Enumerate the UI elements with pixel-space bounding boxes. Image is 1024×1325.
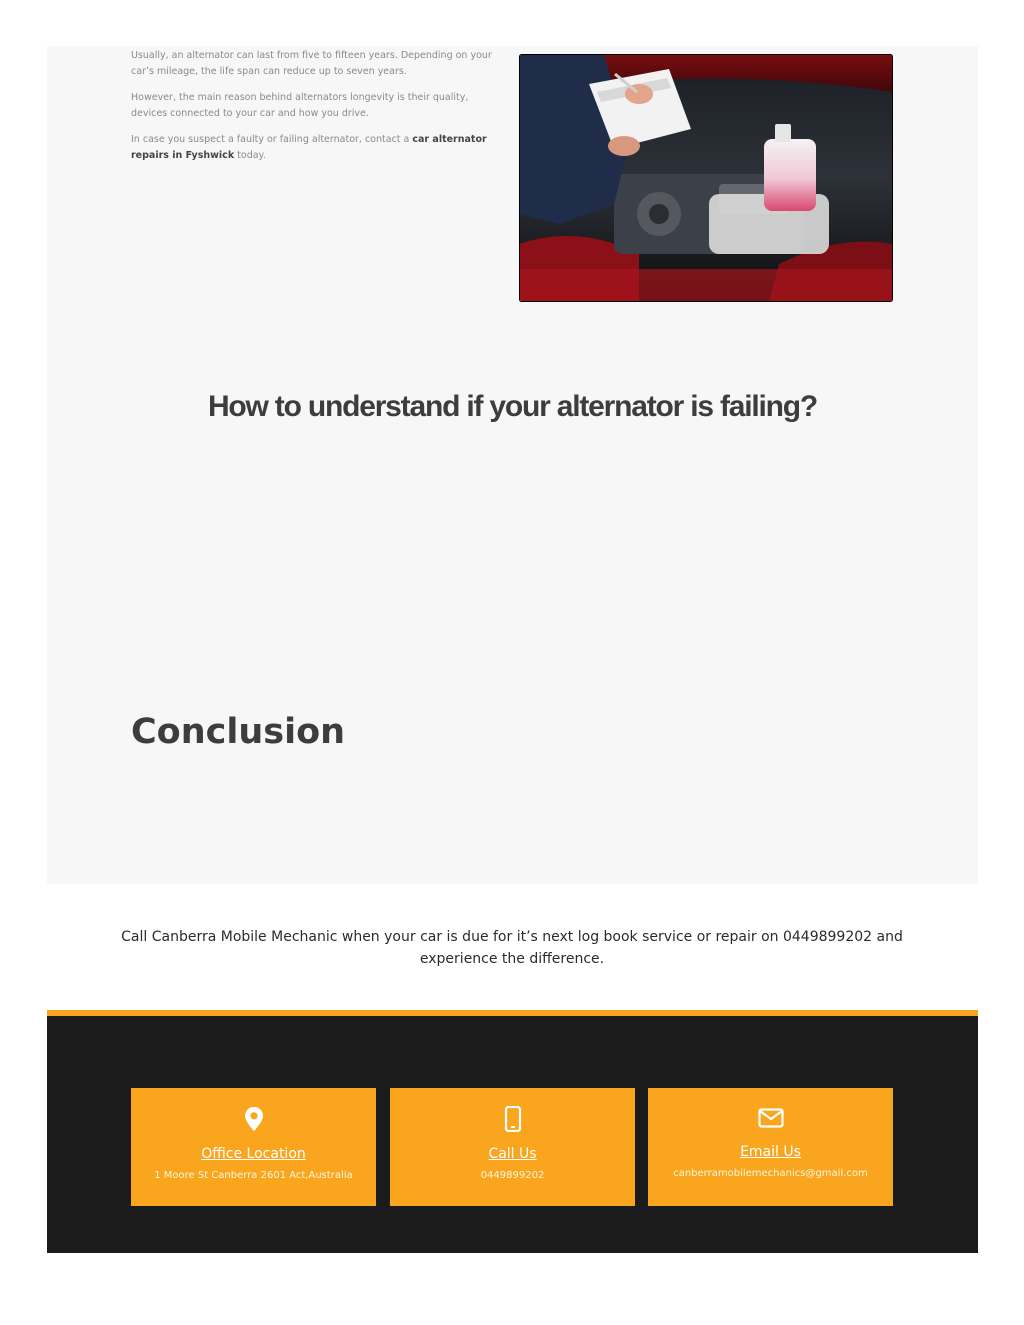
contact-text-before: In case you suspect a faulty or failing alternator, contact a <box>131 134 413 145</box>
email-us-link[interactable]: Email Us <box>740 1144 801 1160</box>
contact-text-after: today. <box>234 150 266 161</box>
phone-number: 0449899202 <box>480 1170 545 1181</box>
office-location-card <box>131 1088 376 1206</box>
call-us-card <box>390 1088 635 1206</box>
call-to-action-text: Call Canberra Mobile Mechanic when your car is due for it’s next log book service or repair on 0449899202 and experience the difference. <box>121 929 903 967</box>
office-address: 1 Moore St Canberra 2601 Act,Australia <box>154 1170 353 1181</box>
call-us-link[interactable]: Call Us <box>488 1146 537 1162</box>
email-us-card <box>648 1088 893 1206</box>
envelope-icon <box>648 1108 893 1128</box>
alternator-repairs-link[interactable]: car alternator repairs in Fyshwick <box>131 134 487 161</box>
intro-text <box>131 48 506 174</box>
conclusion-heading: Conclusion <box>131 712 346 752</box>
phone-icon <box>390 1106 635 1132</box>
failing-alternator-heading: How to understand if your alternator is failing? <box>207 390 818 423</box>
intro-paragraph-contact <box>131 132 506 164</box>
intro-paragraph-lifespan: Usually, an alternator can last from five to fifteen years. Depending on your car’s mileage, the life span can reduce up to seven years. <box>131 50 492 77</box>
location-pin-icon <box>131 1106 376 1132</box>
hero-photo-mechanic-engine <box>519 54 893 302</box>
email-address: canberramobilemechanics@gmail.com <box>673 1168 868 1179</box>
intro-paragraph-longevity: However, the main reason behind alternators longevity is their quality, devices connected to your car and how you drive. <box>131 92 469 119</box>
office-location-link[interactable]: Office Location <box>201 1146 306 1162</box>
